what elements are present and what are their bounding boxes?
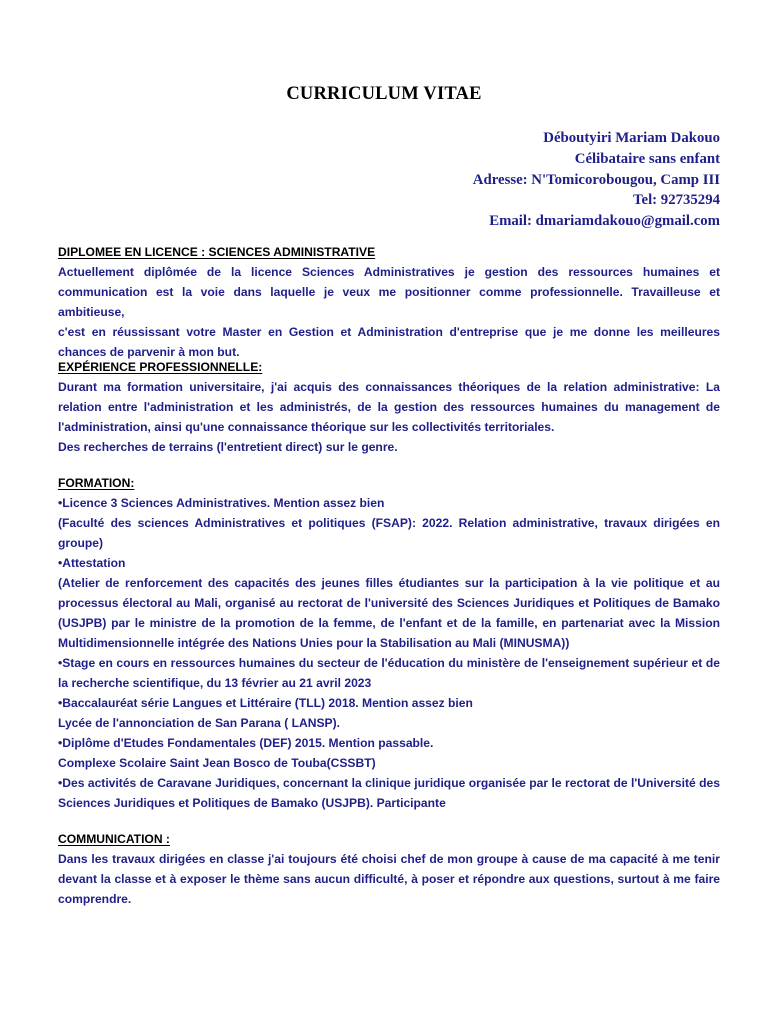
formation-line: processus électoral au Mali, organisé au rectorat de l'université des Sciences Juridiques et Politiques de Bamako <box>58 596 720 610</box>
section-experience <box>58 357 720 457</box>
formation-line: Lycée de l'annonciation de San Parana ( LANSP). <box>58 716 340 730</box>
section-heading-communication: COMMUNICATION : <box>58 832 170 846</box>
formation-line: Sciences Juridiques et Politiques de Bamako (USJPB). Participante <box>58 796 446 810</box>
diplome-line: Actuellement diplômée de la licence Sciences Administratives je gestion des ressources humaines et <box>58 265 720 279</box>
contact-address: Adresse: N'Tomicorobougou, Camp III <box>472 171 720 188</box>
document-title: CURRICULUM VITAE <box>286 84 482 104</box>
contact-name: Déboutyiri Mariam Dakouo <box>543 130 720 146</box>
formation-line: •Licence 3 Sciences Administratives. Mention assez bien <box>58 496 385 510</box>
section-heading-experience: EXPÉRIENCE PROFESSIONNELLE: <box>58 360 263 374</box>
formation-line: •Diplôme d'Etudes Fondamentales (DEF) 2015. Mention passable. <box>58 736 434 750</box>
formation-line: •Attestation <box>58 556 126 570</box>
experience-line: relation entre l'administration et les administrés, de la gestion des ressources humaines du management de <box>58 400 720 414</box>
formation-line: •Stage en cours en ressources humaines du secteur de l'éducation du ministère de l'enseignement supérieur et de <box>58 656 720 670</box>
communication-line: comprendre. <box>58 892 132 906</box>
communication-line: devant la classe et à exposer le thème sans aucun difficulté, à poser et répondre aux questions, surtout à me faire <box>58 872 720 886</box>
formation-line: Multidimensionnelle intégrée des Nations Unies pour la Stabilisation au Mali (MINUSMA)) <box>58 636 570 650</box>
experience-line: Des recherches de terrains (l'entretient direct) sur le genre. <box>58 440 398 454</box>
contact-email: Email: dmariamdakouo@gmail.com <box>489 213 720 230</box>
experience-line: l'administration, ainsi qu'une connaissance théorique sur les collectivités territoriales. <box>58 420 555 434</box>
formation-line: la recherche scientifique, du 13 février au 21 avril 2023 <box>58 676 372 690</box>
diplome-line: communication est la voie dans laquelle je veux me positionner comme professionnelle. Travailleuse et ambitieuse, <box>58 285 720 319</box>
contact-block <box>473 128 720 232</box>
formation-line: (Faculté des sciences Administratives et politiques (FSAP): 2022. Relation administrative, travaux dirigées en <box>58 516 720 530</box>
formation-line: •Baccalauréat série Langues et Littéraire (TLL) 2018. Mention assez bien <box>58 696 473 710</box>
formation-line: Complexe Scolaire Saint Jean Bosco de Touba(CSSBT) <box>58 756 376 770</box>
experience-line: Durant ma formation universitaire, j'ai acquis des connaissances théoriques de la relation administrative: La <box>58 380 720 394</box>
formation-line: •Des activités de Caravane Juridiques, concernant la clinique juridique organisée par le rectorat de l'Université des <box>58 776 720 790</box>
contact-status: Célibataire sans enfant <box>574 150 720 167</box>
diplome-line: chances de parvenir à mon but. <box>58 345 240 359</box>
formation-line: (USJPB) par le ministre de la promotion de la femme, de l'enfant et de la famille, en partenariat avec la Mission <box>58 616 720 630</box>
formation-line: (Atelier de renforcement des capacités des jeunes filles étudiantes sur la participation à la vie politique et au <box>58 576 720 590</box>
section-communication <box>58 829 720 909</box>
section-heading-diplome: DIPLOMEE EN LICENCE : SCIENCES ADMINISTRATIVE <box>58 245 376 259</box>
diplome-line: c'est en réussissant votre Master en Gestion et Administration d'entreprise que je me donne les meilleures <box>58 325 720 339</box>
section-diplome <box>58 242 720 362</box>
formation-line: groupe) <box>58 536 104 550</box>
communication-line: Dans les travaux dirigées en classe j'ai toujours été choisi chef de mon groupe à cause de ma capacité à me tenir <box>58 852 720 866</box>
contact-tel: Tel: 92735294 <box>632 192 720 209</box>
section-heading-formation: FORMATION: <box>58 476 135 490</box>
section-formation <box>58 473 720 813</box>
